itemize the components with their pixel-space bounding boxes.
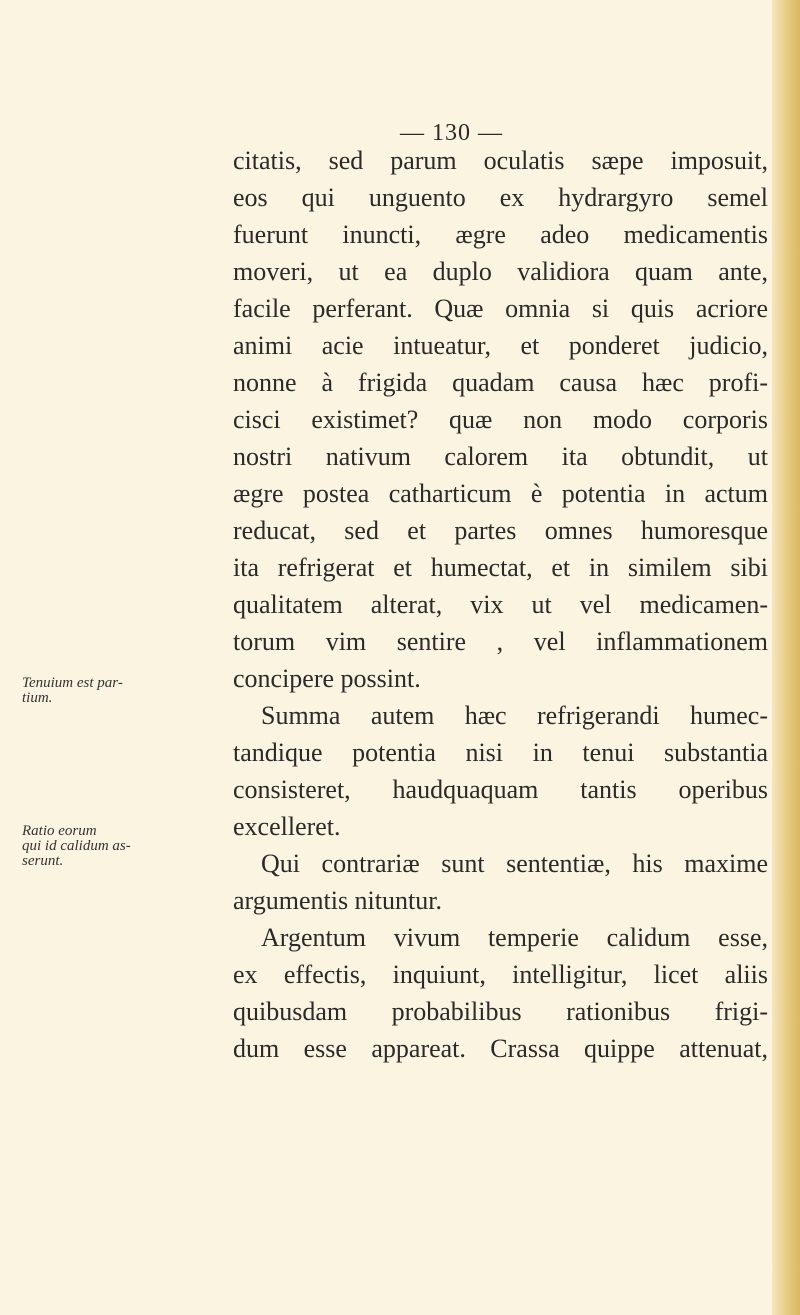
body-text [233, 142, 768, 1067]
marginal-note-line: qui id calidum as- [22, 838, 131, 854]
text-line: cisci existimet? quæ non modo corporis [233, 405, 768, 434]
text-line: tandique potentia nisi in tenui substantia [233, 738, 768, 767]
text-line: Summa autem hæc refrigerandi humec- [261, 701, 768, 730]
marginal-note-tenuium [22, 676, 232, 706]
text-line: nostri nativum calorem ita obtundit, ut [233, 442, 768, 471]
text-line: eos qui unguento ex hydrargyro semel [233, 183, 768, 212]
text-line: citatis, sed parum oculatis sæpe imposuit, [233, 146, 768, 175]
text-line: ex effectis, inquiunt, intelligitur, licet aliis [233, 960, 768, 989]
marginal-note-line: Ratio eorum [22, 823, 97, 839]
text-line: fuerunt inuncti, ægre adeo medicamentis [233, 220, 768, 249]
page-edge [772, 0, 800, 1315]
text-line: consisteret, haudquaquam tantis operibus [233, 775, 768, 804]
text-line: Qui contrariæ sunt sententiæ, his maxime [261, 849, 768, 878]
text-line: Argentum vivum temperie calidum esse, [261, 923, 768, 952]
text-line: quibusdam probabilibus rationibus frigi- [233, 997, 768, 1026]
text-line: excelleret. [233, 812, 341, 841]
text-line: animi acie intueatur, et ponderet judicio, [233, 331, 768, 360]
text-line: dum esse appareat. Crassa quippe attenuat, [233, 1034, 768, 1063]
marginal-note-line: Tenuium est par- [22, 675, 123, 691]
text-line: ita refrigerat et humectat, et in similem sibi [233, 553, 768, 582]
text-line: argumentis nituntur. [233, 886, 442, 915]
marginal-note-line: tium. [22, 690, 53, 706]
text-line: concipere possint. [233, 664, 421, 693]
page-number: — 130 — [400, 120, 503, 146]
marginal-note-ratio [22, 824, 232, 869]
text-line: qualitatem alterat, vix ut vel medicamen- [233, 590, 768, 619]
text-line: ægre postea catharticum è potentia in actum [233, 479, 768, 508]
marginal-note-line: serunt. [22, 853, 64, 869]
text-line: facile perferant. Quæ omnia si quis acriore [233, 294, 768, 323]
text-line: nonne à frigida quadam causa hæc profi- [233, 368, 768, 397]
text-line: moveri, ut ea duplo validiora quam ante, [233, 257, 768, 286]
text-line: torum vim sentire , vel inflammationem [233, 627, 768, 656]
text-line: reducat, sed et partes omnes humoresque [233, 516, 768, 545]
